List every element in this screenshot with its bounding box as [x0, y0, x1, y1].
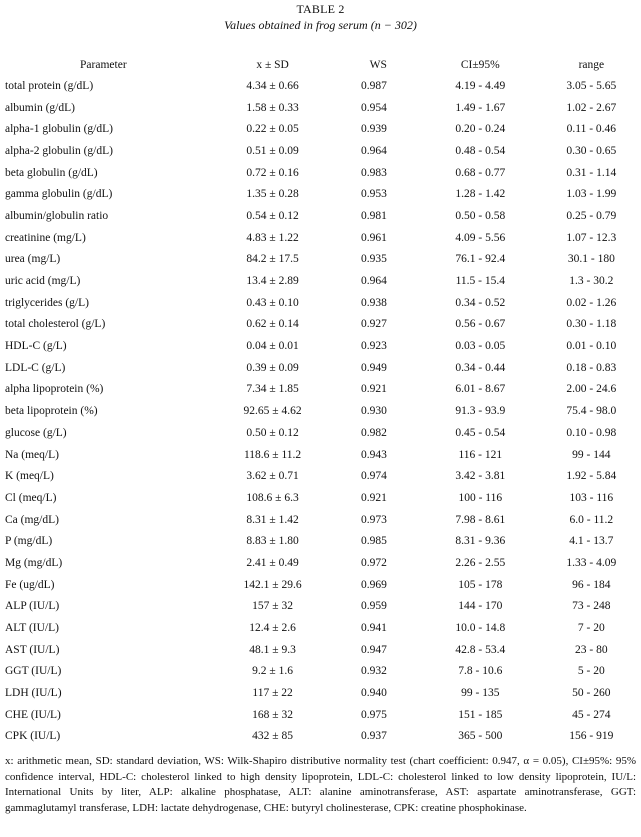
cell-ci: 0.56 - 0.67	[455, 318, 506, 331]
table-row	[5, 704, 635, 726]
table-row	[5, 509, 635, 531]
cell-range: 73 - 248	[572, 600, 611, 613]
cell-ci: 2.26 - 2.55	[455, 556, 506, 569]
cell-mean-sd: 1.58 ± 0.33	[246, 101, 299, 114]
cell-range: 1.07 - 12.3	[566, 231, 617, 244]
cell-range: 3.05 - 5.65	[566, 79, 617, 92]
cell-mean-sd: 168 ± 32	[252, 708, 293, 721]
cell-ci: 0.20 - 0.24	[455, 123, 506, 136]
cell-range: 30.1 - 180	[567, 253, 615, 266]
cell-range: 0.30 - 1.18	[566, 318, 617, 331]
cell-range: 0.02 - 1.26	[566, 296, 617, 309]
cell-ws: 0.939	[361, 123, 387, 136]
cell-range: 5 - 20	[577, 665, 605, 678]
cell-mean-sd: 0.62 ± 0.14	[246, 318, 299, 331]
cell-ci: 1.49 - 1.67	[455, 101, 506, 114]
cell-ws: 0.949	[361, 361, 387, 374]
cell-mean-sd: 9.2 ± 1.6	[252, 665, 293, 678]
cell-parameter: creatinine (mg/L)	[5, 231, 86, 244]
header-ws: WS	[369, 58, 387, 71]
cell-ci: 100 - 116	[458, 491, 503, 504]
cell-mean-sd: 0.51 ± 0.09	[246, 144, 299, 157]
cell-ws: 0.923	[361, 340, 387, 353]
cell-parameter: total protein (g/dL)	[5, 79, 94, 92]
cell-ws: 0.983	[361, 166, 387, 179]
cell-range: 7 - 20	[577, 622, 605, 635]
cell-ws: 0.964	[361, 144, 387, 157]
cell-ws: 0.972	[361, 556, 387, 569]
cell-ci: 105 - 178	[458, 578, 503, 591]
cell-ws: 0.973	[361, 513, 387, 526]
cell-range: 96 - 184	[572, 578, 611, 591]
cell-range: 0.30 - 0.65	[566, 144, 617, 157]
header-mean-sd: x ± SD	[256, 58, 289, 71]
cell-ci: 0.34 - 0.52	[455, 296, 506, 309]
cell-mean-sd: 7.34 ± 1.85	[246, 383, 299, 396]
cell-ws: 0.959	[361, 600, 387, 613]
cell-ws: 0.974	[361, 470, 387, 483]
cell-range: 6.0 - 11.2	[569, 513, 614, 526]
cell-ci: 3.42 - 3.81	[455, 470, 506, 483]
cell-range: 0.10 - 0.98	[566, 426, 617, 439]
cell-mean-sd: 48.1 ± 9.3	[249, 643, 296, 656]
cell-mean-sd: 8.83 ± 1.80	[246, 535, 299, 548]
cell-mean-sd: 0.54 ± 0.12	[246, 209, 299, 222]
cell-range: 50 - 260	[572, 687, 611, 700]
cell-range: 4.1 - 13.7	[569, 535, 614, 548]
cell-range: 103 - 116	[569, 491, 614, 504]
table-row	[5, 661, 635, 683]
cell-ws: 0.969	[361, 578, 387, 591]
cell-range: 1.3 - 30.2	[569, 275, 614, 288]
cell-parameter: CHE (IU/L)	[5, 708, 61, 721]
cell-ci: 7.98 - 8.61	[455, 513, 506, 526]
cell-parameter: uric acid (mg/L)	[5, 275, 81, 288]
table-row	[5, 183, 635, 205]
cell-ws: 0.953	[361, 188, 387, 201]
header-range: range	[578, 58, 605, 71]
cell-ci: 1.28 - 1.42	[455, 188, 506, 201]
table-row	[5, 596, 635, 618]
cell-parameter: LDH (IU/L)	[5, 687, 62, 700]
cell-ci: 4.19 - 4.49	[455, 79, 506, 92]
table-row	[5, 140, 635, 162]
cell-range: 2.00 - 24.6	[566, 383, 617, 396]
cell-ws: 0.921	[361, 491, 387, 504]
table-row	[5, 574, 635, 596]
cell-mean-sd: 3.62 ± 0.71	[246, 470, 299, 483]
cell-mean-sd: 4.34 ± 0.66	[246, 79, 299, 92]
cell-mean-sd: 92.65 ± 4.62	[243, 405, 302, 418]
cell-range: 45 - 274	[572, 708, 611, 721]
cell-parameter: K (meq/L)	[5, 470, 54, 483]
cell-ci: 7.8 - 10.6	[458, 665, 503, 678]
cell-parameter: ALP (IU/L)	[5, 600, 60, 613]
cell-ws: 0.982	[361, 426, 387, 439]
table-row	[5, 270, 635, 292]
cell-ci: 10.0 - 14.8	[455, 622, 506, 635]
table-row	[5, 314, 635, 336]
cell-ws: 0.985	[361, 535, 387, 548]
table-row	[5, 75, 635, 97]
cell-parameter: triglycerides (g/L)	[5, 296, 89, 309]
table-footnote: x: arithmetic mean, SD: standard deviation, WS: Wilk-Shapiro distributive normality test (chart coefficient: 0.947, α = 0.05), CI±95%: 95% confidence interval, HDL-C: cholesterol linked to high density lipoprotein, LDL-C: cholesterol linked to low density lipoprotein, IU/L: International Units by liter, ALP: alkaline phosphatase, ALT: alanine aminotransferase, AST: aspartate aminotransferase, GGT: gammaglutamyl transferase, LDH: lactate dehydrogenase, CHE: butyryl cholinesterase, CPK: creatine phosphokinase.	[5, 755, 636, 814]
cell-range: 156 - 919	[569, 730, 614, 743]
cell-ws: 0.921	[361, 383, 387, 396]
cell-ci: 144 - 170	[458, 600, 503, 613]
cell-ws: 0.947	[361, 643, 387, 656]
cell-parameter: GGT (IU/L)	[5, 665, 62, 678]
table-row	[5, 639, 635, 661]
table-row	[5, 682, 635, 704]
table-row	[5, 552, 635, 574]
cell-range: 0.01 - 0.10	[566, 340, 617, 353]
table-row	[5, 530, 635, 552]
cell-mean-sd: 118.6 ± 11.2	[243, 448, 302, 461]
cell-parameter: gamma globulin (g/dL)	[5, 188, 113, 201]
cell-ci: 116 - 121	[458, 448, 503, 461]
table-row	[5, 617, 635, 639]
cell-range: 1.33 - 4.09	[566, 556, 617, 569]
cell-ws: 0.943	[361, 448, 387, 461]
cell-mean-sd: 108.6 ± 6.3	[246, 491, 299, 504]
cell-ci: 4.09 - 5.56	[455, 231, 506, 244]
table-row	[5, 422, 635, 444]
cell-parameter: AST (IU/L)	[5, 643, 60, 656]
cell-ci: 0.45 - 0.54	[455, 426, 506, 439]
table-row	[5, 205, 635, 227]
table-row	[5, 335, 635, 357]
cell-ws: 0.981	[361, 209, 387, 222]
cell-parameter: Cl (meq/L)	[5, 491, 57, 504]
cell-ws: 0.941	[361, 622, 387, 635]
serum-values-table	[5, 54, 635, 747]
cell-ws: 0.938	[361, 296, 387, 309]
cell-range: 1.02 - 2.67	[566, 101, 617, 114]
cell-ws: 0.927	[361, 318, 387, 331]
table-row	[5, 249, 635, 271]
cell-mean-sd: 157 ± 32	[252, 600, 293, 613]
cell-mean-sd: 84.2 ± 17.5	[246, 253, 299, 266]
table-row	[5, 227, 635, 249]
table-row	[5, 379, 635, 401]
cell-parameter: P (mg/dL)	[5, 535, 53, 548]
table-row	[5, 162, 635, 184]
cell-ws: 0.975	[361, 708, 387, 721]
cell-ci: 76.1 - 92.4	[455, 253, 506, 266]
cell-ws: 0.954	[361, 101, 387, 114]
cell-parameter: HDL-C (g/L)	[5, 340, 67, 353]
cell-ci: 6.01 - 8.67	[455, 383, 506, 396]
cell-ws: 0.940	[361, 687, 387, 700]
table-number: TABLE 2	[296, 2, 345, 16]
cell-parameter: alpha lipoprotein (%)	[5, 383, 104, 396]
table-caption: Values obtained in frog serum (n − 302)	[224, 18, 417, 32]
cell-ws: 0.932	[361, 665, 387, 678]
cell-range: 1.03 - 1.99	[566, 188, 617, 201]
cell-parameter: Na (meq/L)	[5, 448, 59, 461]
cell-parameter: LDL-C (g/L)	[5, 361, 66, 374]
cell-ci: 99 - 135	[461, 687, 500, 700]
cell-mean-sd: 8.31 ± 1.42	[246, 513, 299, 526]
cell-range: 0.11 - 0.46	[566, 123, 617, 136]
cell-ci: 0.48 - 0.54	[455, 144, 506, 157]
cell-mean-sd: 4.83 ± 1.22	[246, 231, 299, 244]
cell-mean-sd: 0.50 ± 0.12	[246, 426, 299, 439]
table-row	[5, 97, 635, 119]
cell-parameter: total cholesterol (g/L)	[5, 318, 106, 331]
cell-mean-sd: 13.4 ± 2.89	[246, 275, 299, 288]
cell-mean-sd: 0.72 ± 0.16	[246, 166, 299, 179]
cell-ci: 0.03 - 0.05	[455, 340, 506, 353]
cell-range: 1.92 - 5.84	[566, 470, 617, 483]
cell-mean-sd: 0.04 ± 0.01	[246, 340, 299, 353]
cell-parameter: beta globulin (g/dL)	[5, 166, 98, 179]
cell-parameter: urea (mg/L)	[5, 253, 61, 266]
cell-ci: 42.8 - 53.4	[455, 643, 506, 656]
table-row	[5, 465, 635, 487]
cell-mean-sd: 1.35 ± 0.28	[246, 188, 299, 201]
cell-ws: 0.964	[361, 275, 387, 288]
cell-parameter: Fe (ug/dL)	[5, 578, 55, 591]
cell-parameter: albumin (g/dL)	[5, 101, 75, 114]
header-ci: CI±95%	[460, 58, 500, 71]
cell-parameter: beta lipoprotein (%)	[5, 405, 98, 418]
cell-range: 75.4 - 98.0	[566, 405, 617, 418]
cell-ci: 8.31 - 9.36	[455, 535, 506, 548]
cell-parameter: albumin/globulin ratio	[5, 209, 109, 222]
table-body	[5, 75, 635, 747]
table-row	[5, 726, 635, 748]
cell-range: 99 - 144	[572, 448, 611, 461]
cell-parameter: Ca (mg/dL)	[5, 513, 59, 526]
cell-parameter: alpha-2 globulin (g/dL)	[5, 144, 113, 157]
cell-ws: 0.935	[361, 253, 387, 266]
cell-mean-sd: 0.39 ± 0.09	[246, 361, 299, 374]
table-row	[5, 118, 635, 140]
cell-mean-sd: 0.43 ± 0.10	[246, 296, 299, 309]
table-row	[5, 444, 635, 466]
cell-ws: 0.930	[361, 405, 387, 418]
cell-range: 0.18 - 0.83	[566, 361, 617, 374]
table-header-row	[5, 54, 635, 75]
cell-range: 0.25 - 0.79	[566, 209, 617, 222]
cell-ci: 0.34 - 0.44	[455, 361, 506, 374]
cell-mean-sd: 142.1 ± 29.6	[243, 578, 302, 591]
cell-ci: 91.3 - 93.9	[455, 405, 506, 418]
cell-parameter: CPK (IU/L)	[5, 730, 61, 743]
cell-parameter: Mg (mg/dL)	[5, 556, 63, 569]
header-parameter: Parameter	[80, 58, 127, 71]
cell-mean-sd: 0.22 ± 0.05	[246, 123, 299, 136]
cell-ci: 0.68 - 0.77	[455, 166, 506, 179]
cell-ci: 151 - 185	[458, 708, 503, 721]
table-row	[5, 400, 635, 422]
cell-ws: 0.961	[361, 231, 387, 244]
cell-ci: 0.50 - 0.58	[455, 209, 506, 222]
cell-ws: 0.937	[361, 730, 387, 743]
table-row	[5, 357, 635, 379]
cell-parameter: glucose (g/L)	[5, 426, 67, 439]
cell-mean-sd: 117 ± 22	[252, 687, 293, 700]
cell-mean-sd: 2.41 ± 0.49	[246, 556, 299, 569]
cell-mean-sd: 12.4 ± 2.6	[249, 622, 296, 635]
cell-ci: 11.5 - 15.4	[455, 275, 505, 288]
cell-parameter: alpha-1 globulin (g/dL)	[5, 123, 113, 136]
table-row	[5, 487, 635, 509]
cell-mean-sd: 432 ± 85	[252, 730, 293, 743]
cell-range: 0.31 - 1.14	[566, 166, 617, 179]
cell-range: 23 - 80	[575, 643, 608, 656]
cell-ci: 365 - 500	[458, 730, 503, 743]
cell-ws: 0.987	[361, 79, 387, 92]
cell-parameter: ALT (IU/L)	[5, 622, 59, 635]
table-row	[5, 292, 635, 314]
